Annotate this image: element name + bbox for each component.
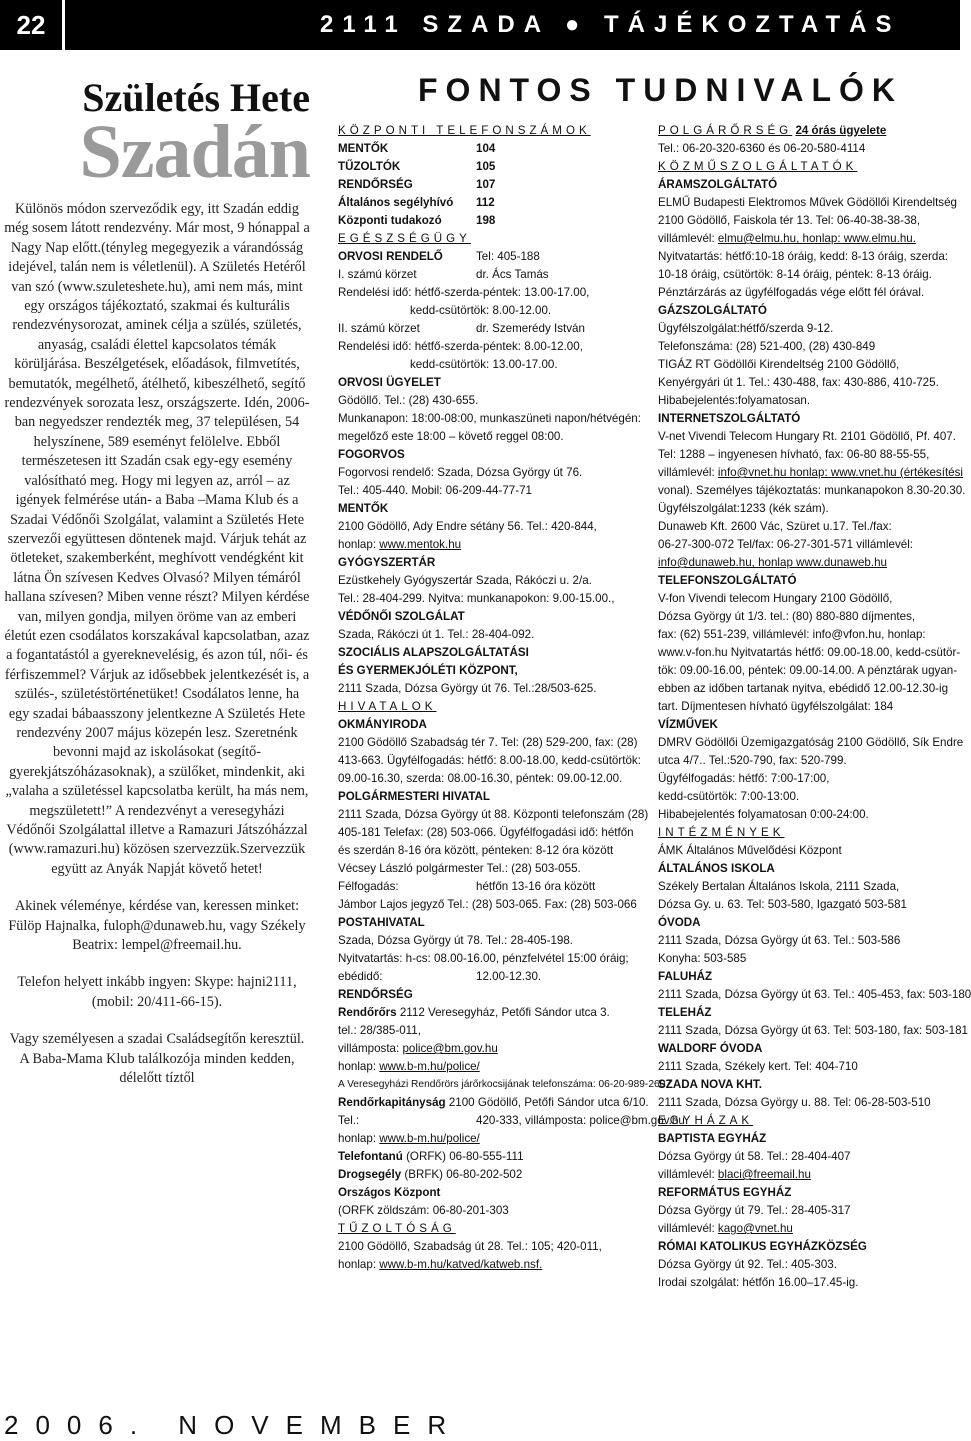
info-text: Nyitvatartás: h-cs: 08.00-16.00, pénzfelvétel 15:00 óráig; — [338, 952, 629, 965]
info-line — [658, 266, 958, 284]
info-line — [338, 356, 650, 374]
info-text: 2111 Szada, Dózsa György út 76. Tel.:28/503-625. — [338, 682, 597, 695]
info-line — [338, 1076, 671, 1094]
info-text: www.v-fon.hu Nyitvatartás hétfő: 09.00-18.00, kedd-csütör- — [658, 646, 961, 659]
info-link[interactable]: police@bm.gov.hu — [402, 1042, 498, 1055]
info-text: Munkanapon: 18:00-08:00, munkaszüneti napon/hétvégén: — [338, 412, 641, 425]
info-line — [338, 608, 650, 626]
info-text: megelőző este 18:00 – követő reggel 08:00. — [338, 430, 564, 443]
info-text: Rendelési idő: hétfő-szerda-péntek: 13.00-17.00, — [338, 286, 590, 299]
info-heading: KÖZMŰSZOLGÁLTATÓK — [658, 160, 858, 173]
info-text: kedd-csütörtök: 8.00-12.00. — [410, 304, 552, 317]
info-line — [338, 1202, 650, 1220]
info-heading: EGÉSZSÉGÜGY — [338, 232, 471, 245]
article-title-line1: Születés Hete — [82, 75, 310, 120]
info-label: ÁRAMSZOLGÁLTATÓ — [658, 178, 778, 191]
info-value: 105 — [476, 160, 496, 173]
info-value: (ORFK) 06-80-555-111 — [406, 1150, 524, 1163]
info-text: kedd-csütörtök: 7:00-13:00. — [658, 790, 800, 803]
info-label: ÓVODA — [658, 916, 701, 929]
info-label: honlap: — [338, 538, 380, 551]
info-line — [658, 122, 958, 140]
info-line — [658, 824, 958, 842]
page-number: 22 — [0, 0, 62, 50]
info-line — [338, 320, 650, 338]
info-text: Tel.: 28-404-299. Nyitva: munkanapokon: 9.00-15.00., — [338, 592, 615, 605]
info-line — [658, 1130, 958, 1148]
info-line — [658, 428, 958, 446]
info-label: I. számú körzet — [338, 268, 417, 281]
info-text: Telefonszáma: (28) 521-400, (28) 430-849 — [658, 340, 876, 353]
info-line — [338, 428, 650, 446]
info-line — [658, 284, 958, 302]
info-line — [338, 734, 650, 752]
info-link[interactable]: kago@vnet.hu — [717, 1222, 793, 1235]
info-heading: TŰZOLTÓSÁG — [338, 1222, 456, 1235]
info-text: Fogorvosi rendelő: Szada, Dózsa György út 76. — [338, 466, 583, 479]
info-line — [338, 446, 650, 464]
info-line — [338, 1148, 650, 1166]
info-line — [658, 788, 958, 806]
info-text: 2100 Gödöllő, Faiskola tér 13. Tel: 06-40-38-38-38, — [658, 214, 921, 227]
info-text: Szada, Rákóczi út 1. Tel.: 28-404-092. — [338, 628, 535, 641]
info-text: DMRV Gödöllői Üzemigazgatóság 2100 Gödöllő, Sík Endre — [658, 736, 964, 749]
info-text: 09.00-16.30, szerda: 08.00-16.30, péntek: 09.00-12.00. — [338, 772, 623, 785]
info-line — [658, 446, 958, 464]
info-label: TŰZOLTÓK — [338, 160, 401, 173]
info-text: 06-27-300-072 Tel/fax: 06-27-301-571 villámlevél: — [658, 538, 913, 551]
info-line — [658, 950, 958, 968]
info-label: ÁLTALÁNOS ISKOLA — [658, 862, 775, 875]
info-heading: POLGÁRŐRSÉG — [658, 124, 793, 137]
info-text: Tel: 1288 – ingyenesen hívható, fax: 06-80 88-55-55, — [658, 448, 930, 461]
info-link[interactable]: info@vnet.hu honlap: www.vnet.hu (értékesítési — [717, 466, 963, 479]
info-text: 405-181 Telefax: (28) 503-066. Ügyfélfogadási idő: hétfőn — [338, 826, 634, 839]
info-line — [658, 1220, 958, 1238]
info-line — [658, 140, 958, 158]
info-label: SZOCIÁLIS ALAPSZOLGÁLTATÁSI — [338, 646, 529, 659]
info-label: villámlevél: — [658, 1222, 718, 1235]
info-label: SZADA NOVA KHT. — [658, 1078, 762, 1091]
info-line — [658, 896, 958, 914]
info-line — [338, 590, 650, 608]
info-value: 107 — [476, 178, 496, 191]
info-line — [338, 1256, 650, 1274]
info-label: FALUHÁZ — [658, 970, 713, 983]
info-text: Jámbor Lajos jegyző Tel.: (28) 503-065. Fax: (28) 503-066 — [338, 898, 637, 911]
info-line — [658, 320, 958, 338]
info-label: POSTAHIVATAL — [338, 916, 425, 929]
info-label: II. számú körzet — [338, 322, 420, 335]
info-text: 2111 Szada, Dózsa György u. 88. Tel: 06-28-503-510 — [658, 1096, 931, 1109]
info-line — [338, 176, 650, 194]
info-label: MENTŐK — [338, 502, 389, 515]
info-line — [658, 1238, 958, 1256]
info-label: Központi tudakozó — [338, 214, 442, 227]
info-line — [658, 914, 958, 932]
info-text: tök: 09.00-16.00, péntek: 09.00-14.00. A pénztárak ugyan- — [658, 664, 958, 677]
info-line — [658, 860, 958, 878]
info-label: RÓMAI KATOLIKUS EGYHÁZKÖZSÉG — [658, 1240, 867, 1253]
info-label: GÁZSZOLGÁLTATÓ — [658, 304, 767, 317]
info-line — [338, 230, 650, 248]
info-line — [658, 1094, 958, 1112]
info-line — [338, 680, 650, 698]
info-line — [338, 662, 650, 680]
info-label: Rendőrőrs — [338, 1006, 400, 1019]
info-label: BAPTISTA EGYHÁZ — [658, 1132, 767, 1145]
info-label: TELEFONSZOLGÁLTATÓ — [658, 574, 797, 587]
info-line — [338, 266, 650, 284]
info-line — [658, 1112, 958, 1130]
info-line — [338, 1040, 650, 1058]
info-value: (BRFK) 06-80-202-502 — [404, 1168, 523, 1181]
info-label: honlap: — [338, 1132, 380, 1145]
info-label: ebédidő: — [338, 970, 383, 983]
info-line — [338, 1004, 650, 1022]
section-title: FONTOS TUDNIVALÓK — [418, 72, 904, 108]
info-line — [338, 914, 650, 932]
info-value: 2112 Veresegyház, Petőfi Sándor utca 3. — [399, 1006, 610, 1019]
info-value: hétfőn 13-16 óra között — [476, 880, 596, 893]
article-paragraph: Telefon helyett inkább ingyen: Skype: hajni2111,(mobil: 20/411-66-15). — [17, 974, 297, 1010]
info-line — [658, 608, 958, 626]
article-title-line2: Szadán — [79, 110, 310, 194]
info-line — [338, 788, 650, 806]
info-line — [658, 158, 958, 176]
info-text: 2111 Szada, Dózsa György út 63. Tel.: 503-586 — [658, 934, 901, 947]
info-line — [338, 1184, 650, 1202]
info-line — [658, 752, 958, 770]
info-line — [338, 950, 650, 968]
info-line — [658, 410, 958, 428]
info-text: Hibabejelentés folyamatosan 0:00-24:00. — [658, 808, 869, 821]
info-link[interactable]: www.b-m.hu/police/ — [379, 1060, 480, 1073]
info-line — [338, 284, 650, 302]
info-text: (ORFK zöldszám: 06-80-201-303 — [338, 1204, 509, 1217]
info-label: villámposta: — [338, 1042, 403, 1055]
info-label: honlap: — [338, 1060, 380, 1073]
info-text: utca 4/7.. Tel.:520-790, fax: 520-799. — [658, 754, 847, 767]
info-label: Rendőrkapitányság — [338, 1096, 449, 1109]
info-label: FOGORVOS — [338, 448, 405, 461]
info-line — [658, 338, 958, 356]
info-text: Vécsey László polgármester Tel.: (28) 503-055. — [338, 862, 581, 875]
info-line — [658, 932, 958, 950]
info-line — [658, 1004, 958, 1022]
info-label: POLGÁRMESTERI HIVATAL — [338, 790, 491, 803]
info-text: 2111 Szada, Székely kert. Tel: 404-710 — [658, 1060, 858, 1073]
info-line — [658, 716, 958, 734]
info-line — [658, 590, 958, 608]
info-label: villámlevél: — [658, 1168, 718, 1181]
info-line — [658, 680, 958, 698]
info-line — [338, 482, 650, 500]
article-paragraph: Különös módon szerveződik egy, itt Szadán eddig még sosem látott rendezvény. Már most, 9 hónappal a Nagy Nap előtt.(tényleg megegyezik a várandósság idejével, talán nem is véletlenül). A Születés Hetéről van szó (www.szuleteshete.hu), ami nem más, mint egy országos tájékoztató, szakmai és kulturális rendezvénysorozat, aminek célja a szülés, születés, anyaság, családi élettel kapcsolatos témák körüljárása. Beszélgetések, előadások, filmvetítés, bemutatók, megélhető, átélhető, kibeszélhető, segítő rendezvények sorozata lesz, országszerte. Idén, 2006-ban negyedszer rendezték meg, 37 településen, 54 helyszínene, 589 eseményt felölelve. Ebből természetesen itt Szadán csak egy-egy esemény valósítható meg. Hogy mi legyen az, arról – az igények felmérése után- a Baba –Mama Klub és a Szadai Védőnői Szolgálat, valamint a Születés Hete szervezői együttesen döntenek majd. Várjuk tehát az ötleteket, szakemberként, meghívott vendégként kit látna Ön szívesen Kedves Olvasó? Milyen témáról hallana szívesen? Miben venne részt? Milyen kérdése van, milyen gondja, milyen öröme van az emberi életút ezen csodálatos korszakával kapcsolatban, azaz a fogantatástól a gyereknevelésig, és azon túl, női- és férfiszemmel? Várjuk az idősebbek jelentkezését is, a szülés-, születéstörténetüket! Csodálatos lenne, ha egy szadai bábaasszony jelentkezne A Születés Hete rendezvény 2007 május közepén lesz. Szeretnénk bevonni majd az iskolásokat (segítő-gyerekjátszóházasoknak), a szülőket, mindenkit, aki „valaha a születéssel kapcsolatba került, ha más nem, megszületett!” A rendezvényt a veresegyházi Védőnői Szolgálattal illetve a Ramazuri Játszóházzal (www.ramazuri.hu) közösen szervezzük.Szervezzük együtt az Anyák Napját követő hetet! — [4, 201, 310, 877]
info-text: Székely Bertalan Általános Iskola, 2111 Szada, — [658, 880, 900, 893]
info-text: fax: (62) 551-239, villámlevél: info@vfon.hu, honlap: — [658, 628, 926, 641]
info-line — [658, 1274, 958, 1292]
info-text: A Veresegyházi Rendőrörs járőrkocsijának telefonszáma: 06-20-989-2607 — [338, 1079, 671, 1090]
info-line — [338, 1058, 650, 1076]
info-text: Pénztárzárás az ügyfélfogadás vége előtt fél órával. — [658, 286, 925, 299]
info-line — [338, 410, 650, 428]
info-line — [658, 464, 963, 482]
info-line — [658, 1022, 969, 1040]
info-label: ORVOSI RENDELŐ — [338, 250, 443, 263]
info-line — [338, 500, 650, 518]
info-label: Országos Központ — [338, 1186, 441, 1199]
info-line — [338, 770, 650, 788]
info-label: ORVOSI ÜGYELET — [338, 376, 441, 389]
info-text: Ügyfélszolgálat:hétfő/szerda 9-12. — [658, 322, 834, 335]
info-line — [658, 518, 958, 536]
info-line — [338, 806, 650, 824]
info-value: 420-333, villámposta: police@bm.gov.hu — [476, 1114, 685, 1127]
article-body — [4, 200, 310, 1088]
info-line — [658, 212, 958, 230]
info-line — [338, 464, 650, 482]
info-line — [658, 194, 958, 212]
info-line — [338, 1220, 650, 1238]
info-label: villámlevél: — [658, 232, 718, 245]
info-line — [658, 554, 958, 572]
info-label: MENTŐK — [338, 142, 389, 155]
info-text: tel.: 28/385-011, — [338, 1024, 421, 1037]
info-line — [338, 518, 650, 536]
info-line — [658, 500, 958, 518]
info-text: kedd-csütörtök: 13.00-17.00. — [410, 358, 558, 371]
info-link[interactable]: elmu@elmu.hu, honlap: www.elmu.hu. — [717, 232, 916, 245]
info-line — [338, 752, 650, 770]
info-text: ÁMK Általános Művelődési Központ — [658, 844, 842, 857]
info-line — [338, 302, 650, 320]
info-heading: EGYHÁZAK — [658, 1114, 754, 1127]
info-line — [658, 572, 958, 590]
issue-date: 2006. NOVEMBER — [4, 1410, 464, 1440]
info-value: 112 — [476, 196, 495, 209]
info-heading: INTÉZMÉNYEK — [658, 826, 785, 839]
info-line — [658, 968, 958, 986]
info-label: VÉDŐNŐI SZOLGÁLAT — [338, 610, 465, 623]
info-text: Kenyérgyári út 1. Tel.: 430-488, fax: 430-886, 410-725. — [658, 376, 939, 389]
info-text: Konyha: 503-585 — [658, 952, 747, 965]
info-label: ÉS GYERMEKJÓLÉTI KÖZPONT, — [338, 664, 518, 677]
info-text: 2111 Szada, Dózsa György út 63. Tel.: 405-453, fax: 503-180 — [658, 988, 971, 1001]
info-line — [338, 1130, 650, 1148]
info-link[interactable]: blaci@freemail.hu — [717, 1168, 811, 1181]
info-label: Tel.: — [338, 1114, 360, 1127]
info-line — [338, 536, 650, 554]
info-line — [338, 194, 650, 212]
info-label: Drogsegély — [338, 1168, 405, 1181]
info-line — [658, 1256, 958, 1274]
info-heading: HIVATALOK — [338, 700, 437, 713]
info-line — [338, 842, 650, 860]
info-line — [658, 644, 961, 662]
info-line — [338, 338, 650, 356]
info-value: 198 — [476, 214, 496, 227]
info-text: Dózsa György út 92. Tel.: 405-303. — [658, 1258, 837, 1271]
info-column-right — [658, 122, 971, 1292]
info-line — [658, 374, 958, 392]
info-text: 2100 Gödöllő, Ady Endre sétány 56. Tel.: 420-844, — [338, 520, 597, 533]
info-line — [338, 572, 650, 590]
info-text: Ügyfélfogadás: hétfő: 7:00-17:00, — [658, 772, 830, 785]
info-line — [338, 1166, 650, 1184]
masthead: 2111 SZADA ● TÁJÉKOZTATÁS — [320, 11, 901, 38]
info-line — [658, 1040, 958, 1058]
info-value: Tel: 405-188 — [476, 250, 540, 263]
info-value: dr. Szemerédy István — [476, 322, 585, 335]
info-link[interactable]: info@dunaweb.hu, honlap www.dunaweb.hu — [658, 556, 887, 569]
info-line — [658, 248, 958, 266]
info-line — [338, 140, 650, 158]
info-text: V-fon Vivendi telecom Hungary 2100 Gödöllő, — [658, 592, 893, 605]
info-line — [658, 1184, 958, 1202]
info-line — [338, 698, 650, 716]
info-line — [338, 554, 650, 572]
info-text: 2100 Gödöllő Szabadság tér 7. Tel: (28) 529-200, fax: (28) — [338, 736, 638, 749]
info-text: Dózsa György út 79. Tel.: 28-405-317 — [658, 1204, 851, 1217]
info-line — [658, 1148, 958, 1166]
info-text: 413-663. Ügyfélfogadás: hétfő: 8.00-18.00, kedd-csütörtök: — [338, 754, 641, 767]
info-line — [658, 698, 958, 716]
info-line — [658, 302, 958, 320]
info-text: Dózsa Gy. u. 63. Tel: 503-580, Igazgató 503-581 — [658, 898, 907, 911]
info-text: ELMŰ Budapesti Elektromos Művek Gödöllői Kirendeltség — [658, 196, 958, 209]
info-line — [658, 806, 958, 824]
info-line — [338, 626, 650, 644]
info-label: honlap: — [338, 1258, 380, 1271]
info-value: 2100 Gödöllő, Petőfi Sándor utca 6/10. — [448, 1096, 649, 1109]
info-line — [658, 392, 958, 410]
info-line — [338, 122, 650, 140]
info-label: INTERNETSZOLGÁLTATÓ — [658, 412, 801, 425]
info-label: VÍZMŰVEK — [658, 718, 718, 731]
info-line — [658, 662, 958, 680]
info-line — [658, 1076, 958, 1094]
info-label: REFORMÁTUS EGYHÁZ — [658, 1186, 792, 1199]
info-label: RENDŐRSÉG — [338, 988, 413, 1001]
article-paragraph: Vagy személyesen a szadai Családsegítőn keresztül. A Baba-Mama Klub találkozója minden kedden, délelőtt tíztől — [9, 1031, 305, 1087]
info-label: Általános segélyhívó — [338, 196, 454, 209]
info-line — [338, 1238, 650, 1256]
article-paragraph: Akinek véleménye, kérdése van, keressen minket: Fülöp Hajnalka, fuloph@dunaweb.hu, vagy Székely Beatrix: lempel@freemail.hu. — [8, 898, 306, 954]
info-text: vonal). Személyes tájékoztatás: munkanapokon 8.30-20.30. — [658, 484, 966, 497]
info-line — [338, 824, 650, 842]
info-text: Hibabejelentés:folyamatosan. — [658, 394, 811, 407]
page-number-divider — [62, 0, 65, 50]
info-line — [338, 932, 650, 950]
info-line — [338, 248, 650, 266]
info-label: RENDŐRSÉG — [338, 178, 413, 191]
info-line — [338, 860, 650, 878]
info-line — [658, 482, 966, 500]
info-link[interactable]: www.b-m.hu/katved/katweb.nsf. — [379, 1258, 543, 1271]
info-text: Dózsa György út 58. Tel.: 28-404-407 — [658, 1150, 851, 1163]
info-text: Ügyfélszolgálat:1233 (kék szám). — [658, 502, 829, 515]
info-line — [338, 1022, 650, 1040]
info-text: 2111 Szada, Dózsa György út 63. Tel: 503-180, fax: 503-181 — [658, 1024, 969, 1037]
info-value: dr. Ács Tamás — [476, 268, 549, 281]
info-text: 2100 Gödöllő, Szabadság út 28. Tel.: 105; 420-011, — [338, 1240, 602, 1253]
info-text: 2111 Szada, Dózsa György út 88. Központi telefonszám (28) — [338, 808, 649, 821]
info-text: Dózsa György út 1/3. tel.: (80) 880-880 díjmentes, — [658, 610, 916, 623]
info-line — [658, 356, 958, 374]
info-line — [338, 986, 650, 1004]
info-line — [338, 968, 650, 986]
info-line — [658, 770, 958, 788]
info-text: tart. Díjmentesen hívható ügyfélszolgálat: 184 — [658, 700, 894, 713]
info-line — [338, 374, 650, 392]
info-label: Félfogadás: — [338, 880, 399, 893]
info-link[interactable]: www.b-m.hu/police/ — [379, 1132, 480, 1145]
info-value: 104 — [476, 142, 496, 155]
info-value: 24 órás ügyelete — [795, 124, 887, 137]
info-text: Szada, Dózsa György út 78. Tel.: 28-405-198. — [338, 934, 574, 947]
info-line — [658, 230, 958, 248]
info-link[interactable]: www.mentok.hu — [379, 538, 462, 551]
info-label: GYÓGYSZERTÁR — [338, 556, 436, 569]
info-line — [658, 176, 958, 194]
info-line — [658, 734, 964, 752]
info-text: és szerdán 8-16 óra között, pénteken: 8-12 óra között — [338, 844, 614, 857]
info-text: Nyitvatartás: hétfő:10-18 óráig, kedd: 8-13 óráig, szerda: — [658, 250, 949, 263]
info-line — [338, 212, 650, 230]
info-label: WALDORF ÓVODA — [658, 1042, 763, 1055]
info-text: ebben az időben tartanak nyitva, ebédidő 12.00-12.30-ig — [658, 682, 949, 695]
info-line — [658, 626, 958, 644]
info-label: villámlevél: — [658, 466, 718, 479]
info-text: TIGÁZ RT Gödöllői Kirendeltség 2100 Gödöllő, — [658, 358, 900, 371]
info-text: Rendelési idő: hétfő-szerda-péntek: 8.00-12.00, — [338, 340, 583, 353]
info-line — [658, 536, 958, 554]
info-value: 12.00-12.30. — [476, 970, 542, 983]
info-text: Dunaweb Kft. 2600 Vác, Szüret u.17. Tel./fax: — [658, 520, 892, 533]
info-heading: KÖZPONTI TELEFONSZÁMOK — [338, 124, 591, 137]
info-line — [338, 1094, 650, 1112]
info-label: Telefontanú — [338, 1150, 407, 1163]
info-line — [658, 1166, 958, 1184]
info-line — [338, 896, 650, 914]
info-text: Ezüstkehely Gyógyszertár Szada, Rákóczi u. 2/a. — [338, 574, 592, 587]
info-label: TELEHÁZ — [658, 1006, 712, 1019]
info-text: Tel.: 405-440. Mobil: 06-209-44-77-71 — [338, 484, 532, 497]
info-line — [338, 1112, 685, 1130]
info-line — [658, 986, 971, 1004]
info-line — [338, 392, 650, 410]
info-label: OKMÁNYIRODA — [338, 718, 427, 731]
info-text: V-net Vivendi Telecom Hungary Rt. 2101 Gödöllő, Pf. 407. — [658, 430, 956, 443]
info-line — [338, 644, 650, 662]
info-line — [338, 158, 650, 176]
info-line — [658, 1202, 958, 1220]
info-text: Tel.: 06-20-320-6360 és 06-20-580-4114 — [658, 142, 866, 155]
info-line — [658, 1058, 958, 1076]
info-text: 10-18 óráig, csütörtök: 8-14 óráig, péntek: 8-13 óráig. — [658, 268, 932, 281]
info-line — [338, 716, 650, 734]
info-text: Gödöllő. Tel.: (28) 430-655. — [338, 394, 479, 407]
info-text: Irodai szolgálat: hétfőn 16.00–17.45-ig. — [658, 1276, 859, 1289]
info-line — [658, 878, 958, 896]
info-line — [658, 842, 958, 860]
info-line — [338, 878, 650, 896]
